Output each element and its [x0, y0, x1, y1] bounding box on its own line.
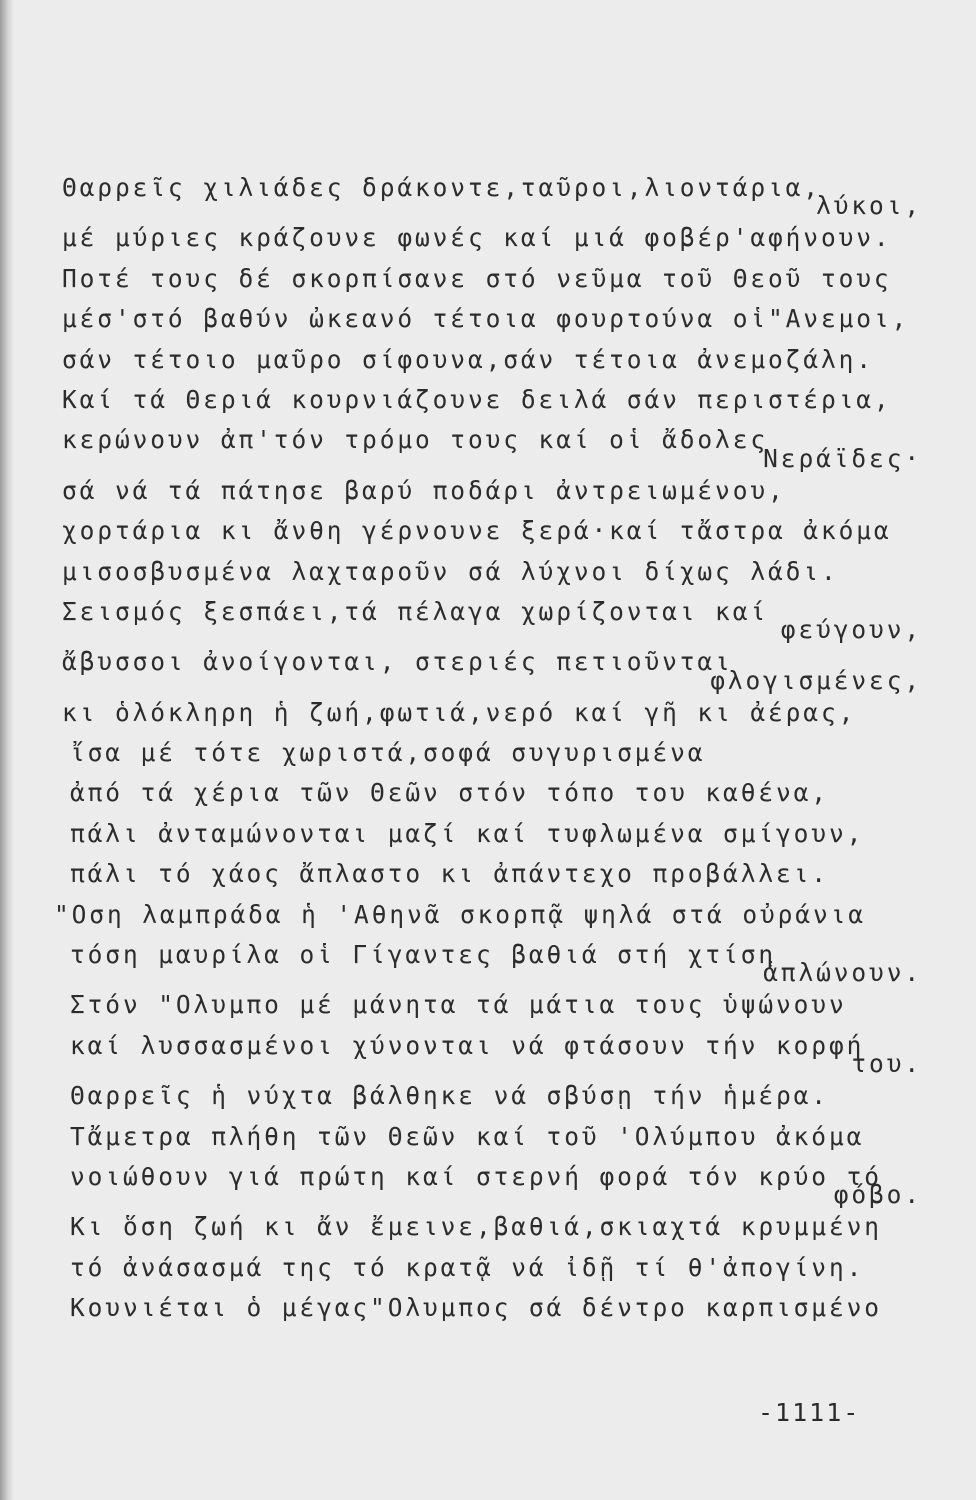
poem-line-text: φόβο. [833, 1180, 922, 1210]
poem-line-continuation [62, 1049, 922, 1079]
poem-text-block [54, 168, 922, 1329]
poem-line [62, 1117, 922, 1157]
poem-line-continuation [62, 665, 922, 695]
poem-line [62, 985, 922, 1025]
poem-line-text: "Οση λαμπράδα ἡ 'Αθηνᾶ σκορπᾷ ψηλά στά οὐράνια [54, 899, 866, 929]
poem-line-text: χορτάρια κι ἄνθη γέρνουνε ξερά·καί τἄστρα ἀκόμα [62, 516, 892, 546]
poem-line [62, 218, 922, 258]
poem-line [62, 1288, 922, 1328]
poem-line-text: κι ὁλόκληρη ἡ ζωή,φωτιά,νερό καί γῆ κι ἀέρας, [62, 697, 857, 727]
poem-line-text: ἄβυσσοι ἀνοίγονται, στεριές πετιοῦνται [62, 647, 733, 677]
poem-line-text: νοιώθουν γιά πρώτη καί στερνή φορά τόν κρύο τό [70, 1161, 882, 1191]
poem-line-text: ἴσα μέ τότε χωριστά,σοφά συγυρισμένα [70, 738, 706, 768]
poem-line-text: φλογισμένες, [710, 665, 922, 695]
poem-line-continuation [62, 443, 922, 473]
poem-line [62, 1248, 922, 1288]
poem-line-text: σάν τέτοιο μαῦρο σίφουνα,σάν τέτοια ἀνεμοζάλη. [62, 344, 874, 374]
poem-line-text: ἁπλώνουν. [763, 958, 922, 988]
poem-line-text: Σεισμός ξεσπάει,τά πέλαγα χωρίζονται καί [62, 596, 769, 626]
poem-line-text: πάλι τό χάος ἄπλαστο κι ἀπάντεχο προβάλλει. [70, 859, 829, 889]
poem-line-text: φεύγουν, [780, 615, 922, 645]
poem-line-text: Κι ὅση ζωή κι ἄν ἔμεινε,βαθιά,σκιαχτά κρυμμένη [70, 1212, 882, 1242]
poem-line-text: Νεράϊδες· [763, 443, 922, 473]
poem-line-text: Κουνιέται ὁ μέγας"Ολυμπος σά δέντρο καρπισμένο [70, 1293, 882, 1323]
poem-line [62, 380, 922, 420]
poem-line-text: μέ μύριες κράζουνε φωνές καί μιά φοβέρ'αφήνουν. [62, 223, 892, 253]
poem-line-continuation [62, 958, 922, 988]
poem-line [62, 299, 922, 339]
poem-line-text: λύκοι, [816, 191, 922, 221]
poem-line [62, 552, 922, 592]
poem-line-text: τόση μαυρίλα οἱ Γίγαντες βαθιά στή χτίση [70, 940, 777, 970]
poem-line-text: ἀπό τά χέρια τῶν Θεῶν στόν τόπο του καθένα, [70, 778, 829, 808]
poem-line-text: Τἄμετρα πλήθη τῶν Θεῶν καί τοῦ 'Ολύμπου ἀκόμα [70, 1121, 865, 1151]
poem-line-text: καί λυσσασμένοι χύνονται νά φτάσουν τήν κορφή [70, 1030, 865, 1060]
poem-line [62, 471, 922, 511]
poem-line-text: σά νά τά πάτησε βαρύ ποδάρι ἀντρειωμένου, [62, 475, 786, 505]
page-number: -1111- [758, 1398, 861, 1427]
poem-line-text: του. [851, 1049, 922, 1079]
poem-line [62, 733, 922, 773]
poem-line-text: Θαρρεῖς χιλιάδες δράκοντε,ταῦροι,λιοντάρια, [62, 173, 821, 202]
poem-line-text: μέσ'στό βαθύν ὠκεανό τέτοια φουρτούνα οἱ"Ανεμοι, [62, 304, 910, 334]
poem-line [54, 895, 922, 935]
poem-line-text: Ποτέ τους δέ σκορπίσανε στό νεῦμα τοῦ Θεοῦ τους [62, 263, 892, 293]
poem-line-continuation [62, 191, 922, 221]
poem-line-text: Στόν "Ολυμπο μέ μάνητα τά μάτια τους ὑψώνουν [70, 990, 847, 1020]
poem-line [62, 773, 922, 813]
poem-line [62, 340, 922, 380]
poem-line-text: Θαρρεῖς ἡ νύχτα βάλθηκε νά σβύσῃ τήν ἡμέρα. [70, 1081, 829, 1111]
poem-line [62, 259, 922, 299]
poem-line [62, 814, 922, 854]
poem-line-text: κερώνουν ἀπ'τόν τρόμο τους καί οἱ ἄδολες [62, 425, 769, 455]
poem-line [62, 854, 922, 894]
poem-line-text: πάλι ἀνταμώνονται μαζί καί τυφλωμένα σμίγουν, [70, 818, 865, 848]
book-spine-shadow [0, 0, 14, 1500]
poem-line [62, 1207, 922, 1247]
poem-line-text: Καί τά Θεριά κουρνιάζουνε δειλά σάν περιστέρια, [62, 384, 892, 414]
poem-line-continuation [62, 1180, 922, 1210]
poem-line [62, 693, 922, 733]
poem-line-text: μισοσβυσμένα λαχταροῦν σά λύχνοι δίχως λάδι. [62, 556, 839, 586]
poem-line [62, 511, 922, 551]
poem-line-continuation [62, 615, 922, 645]
poem-line-text: τό ἀνάσασμά της τό κρατᾷ νά ἰδῇ τί θ'ἀπογίνη. [70, 1252, 865, 1282]
poem-line [62, 1076, 922, 1116]
